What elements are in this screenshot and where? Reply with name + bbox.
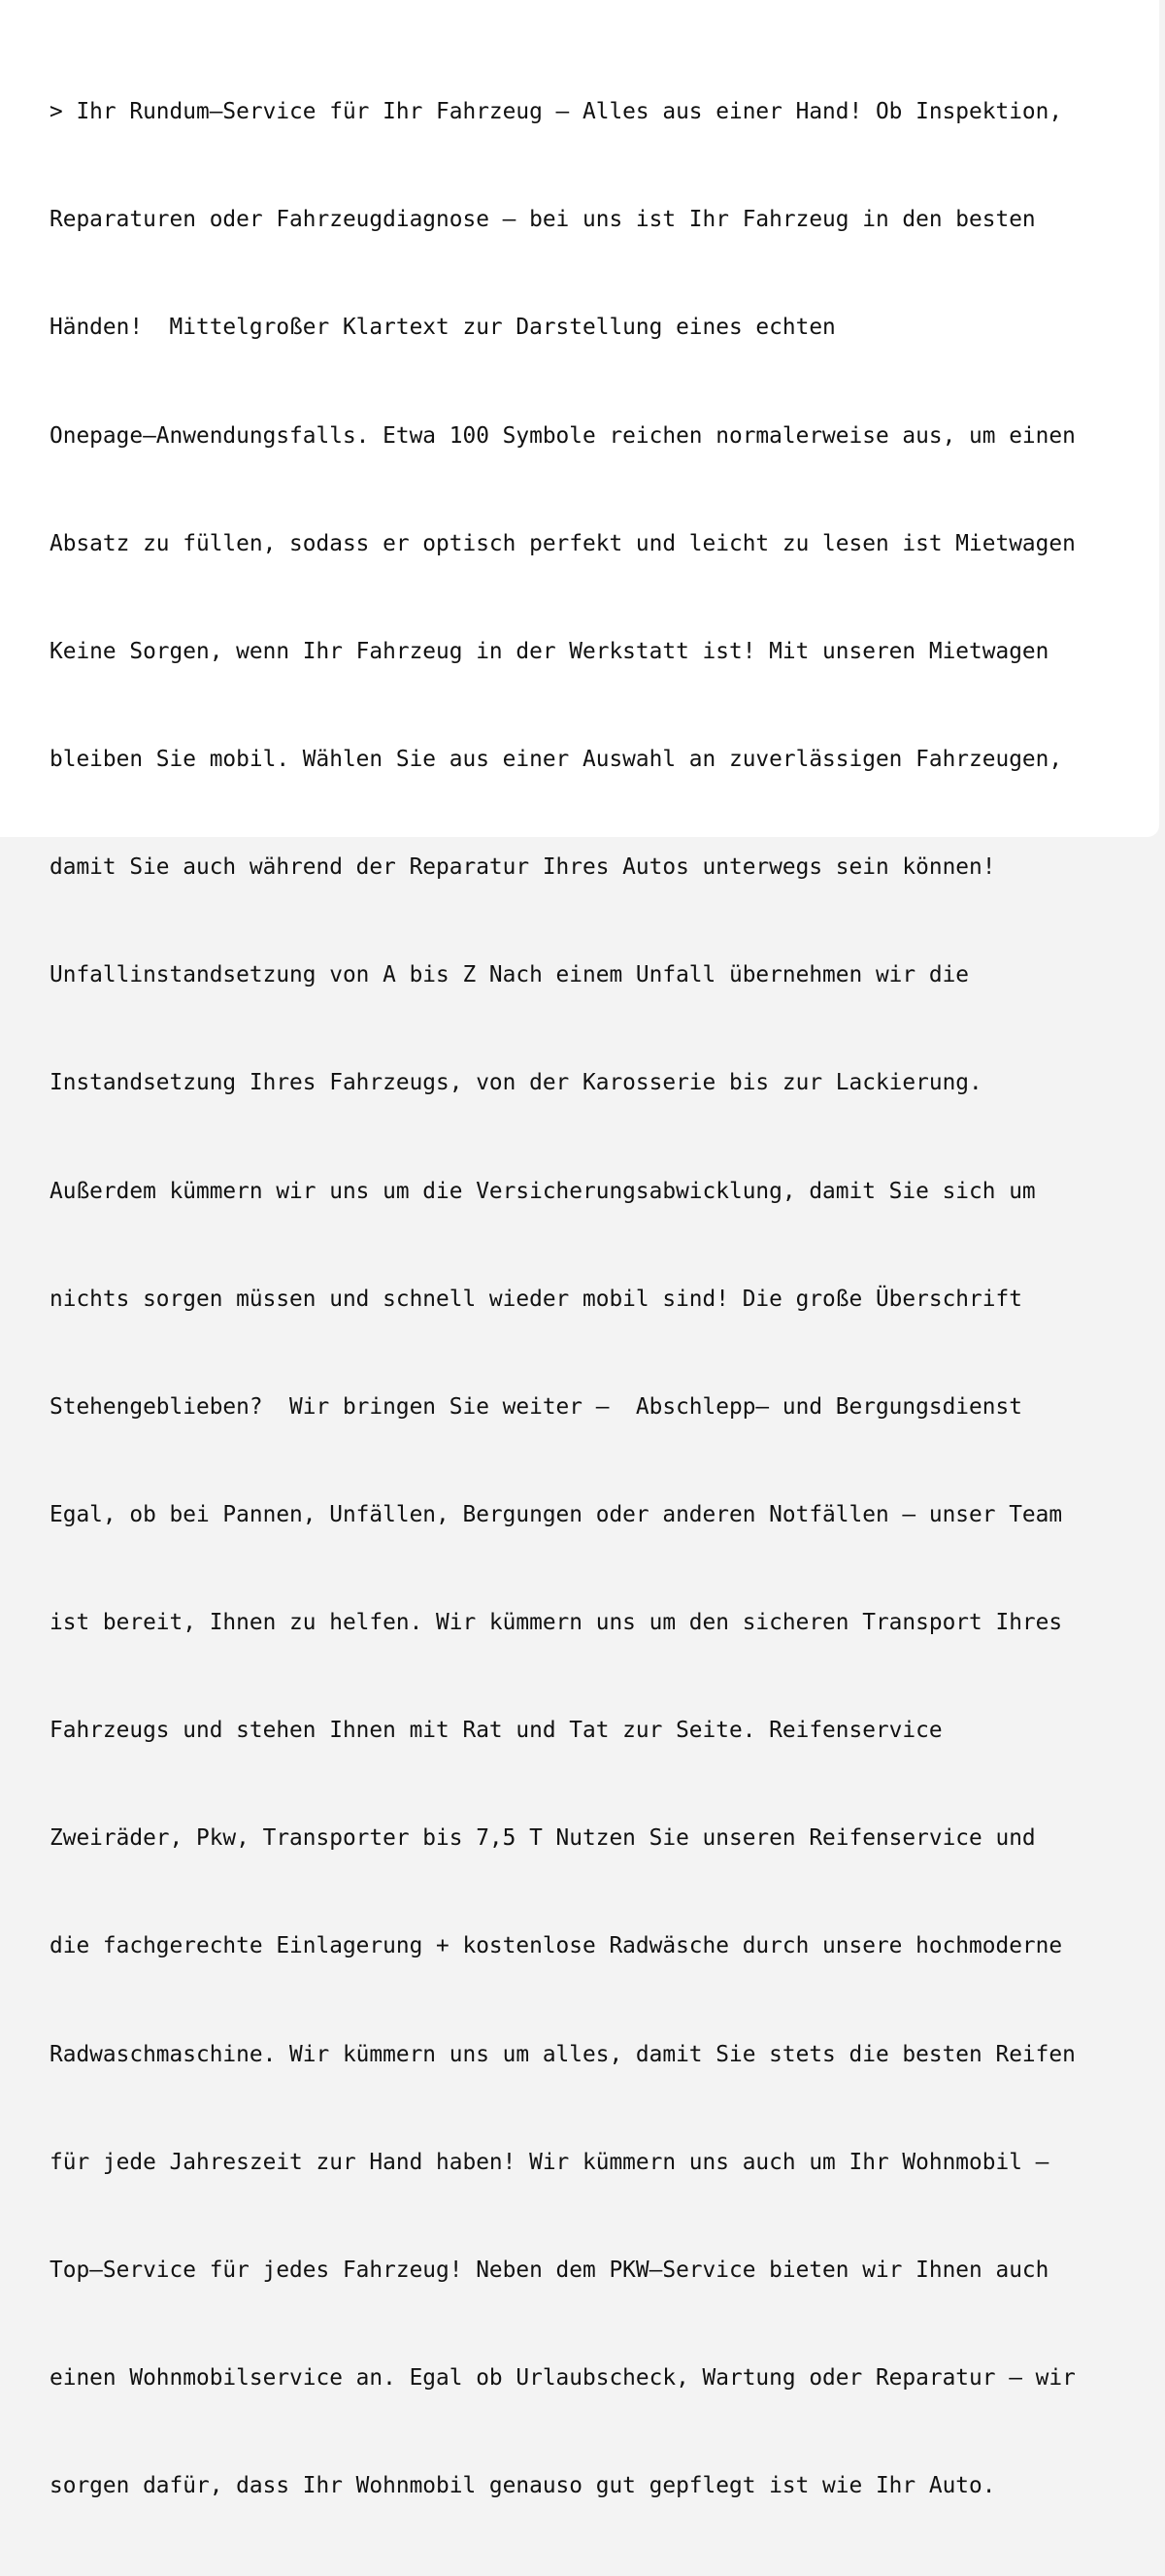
text-line: bleiben Sie mobil. Wählen Sie aus einer Auswahl an zuverlässigen Fahrzeugen, — [50, 746, 1063, 772]
text-line: Unfallinstandsetzung von A bis Z Nach einem Unfall übernehmen wir die — [50, 962, 970, 988]
text-line: Instandsetzung Ihres Fahrzeugs, von der Karosserie bis zur Lackierung. — [50, 1070, 982, 1096]
text-line: Radwaschmaschine. Wir kümmern uns um alles, damit Sie stets die besten Reifen — [50, 2041, 1076, 2067]
text-line: Händen! Mittelgroßer Klartext zur Darstellung eines echten — [50, 315, 836, 341]
plain-text-block — [50, 22, 1147, 2576]
text-line: Keine Sorgen, wenn Ihr Fahrzeug in der Werkstatt ist! Mit unseren Mietwagen — [50, 638, 1049, 664]
text-line: Onepage–Anwendungsfalls. Etwa 100 Symbole reichen normalerweise aus, um einen — [50, 422, 1076, 449]
text-line: Außerdem kümmern wir uns um die Versicherungsabwicklung, damit Sie sich um — [50, 1178, 1036, 1204]
text-line: Reparaturen oder Fahrzeugdiagnose – bei uns ist Ihr Fahrzeug in den besten — [50, 207, 1036, 233]
text-line: Stehengeblieben? Wir bringen Sie weiter – Abschlepp– und Bergungsdienst — [50, 1393, 1022, 1420]
text-line: damit Sie auch während der Reparatur Ihres Autos unterwegs sein können! — [50, 854, 996, 881]
text-line: sorgen dafür, dass Ihr Wohnmobil genauso gut gepflegt ist wie Ihr Auto. — [50, 2473, 996, 2499]
text-line: Fahrzeugs und stehen Ihnen mit Rat und Tat zur Seite. Reifenservice — [50, 1718, 943, 1744]
text-line: Egal, ob bei Pannen, Unfällen, Bergungen oder anderen Notfällen – unser Team — [50, 1501, 1063, 1527]
text-line: ist bereit, Ihnen zu helfen. Wir kümmern uns um den sicheren Transport Ihres — [50, 1610, 1063, 1636]
text-line: Zweiräder, Pkw, Transporter bis 7,5 T Nutzen Sie unseren Reifenservice und — [50, 1825, 1036, 1852]
text-line: Top–Service für jedes Fahrzeug! Neben dem PKW–Service bieten wir Ihnen auch — [50, 2257, 1049, 2283]
text-line: nichts sorgen müssen und schnell wieder mobil sind! Die große Überschrift — [50, 1286, 1022, 1312]
text-line: einen Wohnmobilservice an. Egal ob Urlaubscheck, Wartung oder Reparatur – wir — [50, 2365, 1076, 2392]
text-line: die fachgerechte Einlagerung + kostenlose Radwäsche durch unsere hochmoderne — [50, 1933, 1063, 1959]
text-line: für jede Jahreszeit zur Hand haben! Wir kümmern uns auch um Ihr Wohnmobil – — [50, 2149, 1049, 2175]
text-line: Absatz zu füllen, sodass er optisch perfekt und leicht zu lesen ist Mietwagen — [50, 530, 1076, 556]
text-line: > Ihr Rundum–Service für Ihr Fahrzeug – Alles aus einer Hand! Ob Inspektion, — [50, 99, 1063, 125]
